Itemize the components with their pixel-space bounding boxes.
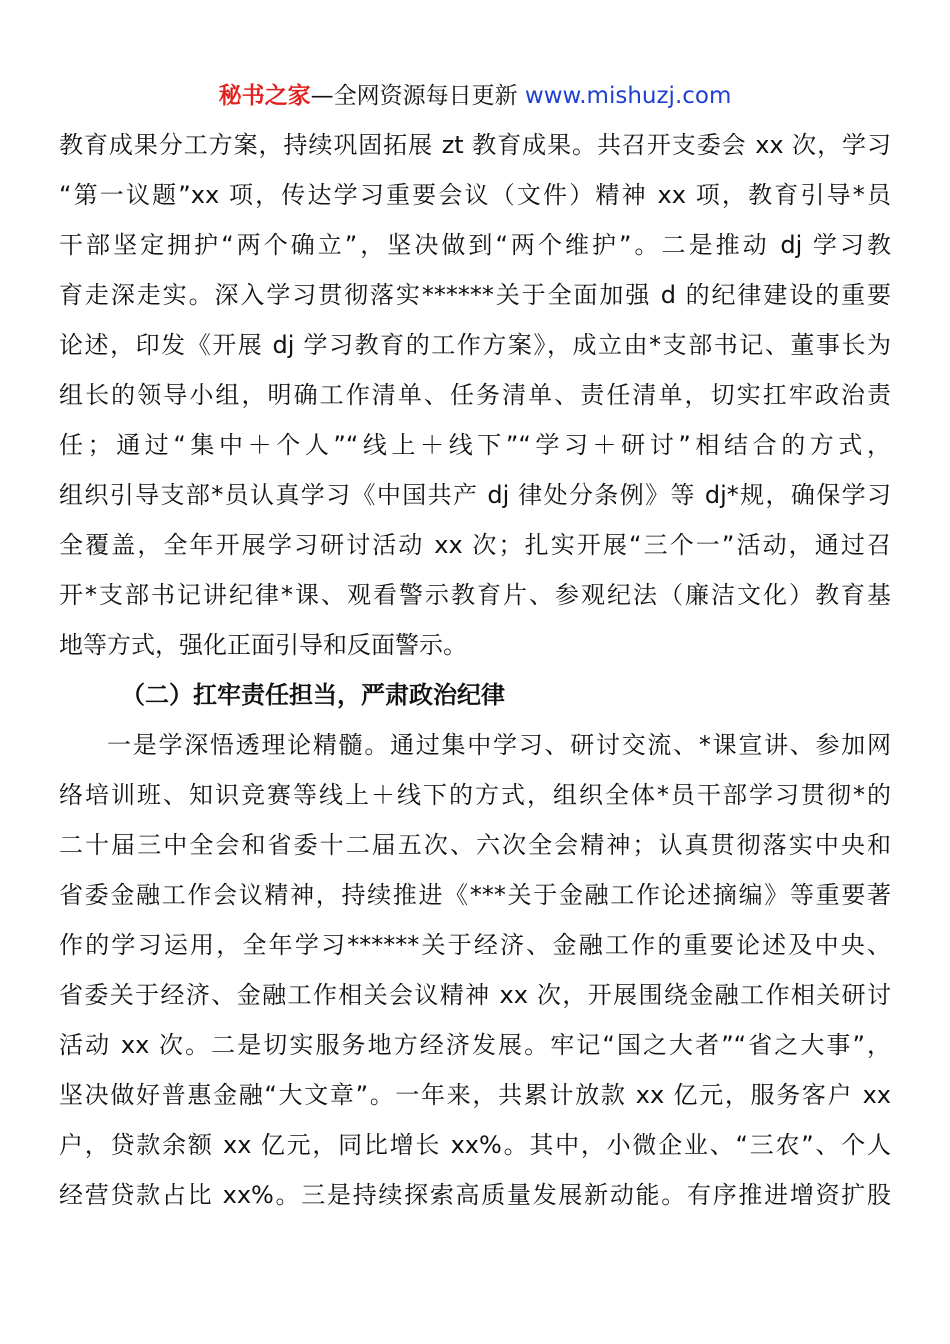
text-line: 育走深走实。深入学习贯彻落实******关于全面加强 d 的纪律建设的重要 [59, 281, 891, 309]
site-brand: 秘书之家 [218, 83, 311, 109]
text-line: 二十届三中全会和省委十二届五次、六次全会精神；认真贯彻落实中央和 [59, 831, 891, 859]
text-line: 论述，印发《开展 dj 学习教育的工作方案》，成立由*支部书记、董事长为 [59, 331, 891, 359]
document-body [59, 120, 891, 1220]
text-line: 干部坚定拥护“两个确立”，坚决做到“两个维护”。二是推动 dj 学习教 [59, 231, 891, 259]
paragraph-2 [59, 720, 891, 1220]
text-line: 组织引导支部*员认真学习《中国共产 dj 律处分条例》等 dj*规，确保学习 [59, 481, 891, 509]
site-url-link[interactable]: www.mishuzj.com [524, 83, 732, 109]
text-line: 省委金融工作会议精神，持续推进《***关于金融工作论述摘编》等重要著 [59, 881, 891, 909]
text-line: 省委关于经济、金融工作相关会议精神 xx 次，开展围绕金融工作相关研讨 [59, 981, 891, 1009]
text-line: 户，贷款余额 xx 亿元，同比增长 xx%。其中，小微企业、“三农”、个人 [59, 1131, 891, 1159]
text-line: 坚决做好普惠金融“大文章”。一年来，共累计放款 xx 亿元，服务客户 xx [59, 1081, 891, 1109]
text-line: 一是学深悟透理论精髓。通过集中学习、研讨交流、*课宣讲、参加网 [107, 731, 891, 759]
text-line: 作的学习运用，全年学习******关于经济、金融工作的重要论述及中央、 [59, 931, 891, 959]
text-line: 教育成果分工方案，持续巩固拓展 zt 教育成果。共召开支委会 xx 次，学习 [59, 131, 891, 159]
section-heading: （二）扛牢责任担当，严肃政治纪律 [121, 681, 505, 709]
text-line: 开*支部书记讲纪律*课、观看警示教育片、参观纪法（廉洁文化）教育基 [59, 581, 891, 609]
text-line: 任；通过“集中＋个人”“线上＋线下”“学习＋研讨”相结合的方式， [59, 431, 891, 459]
text-line: 活动 xx 次。二是切实服务地方经济发展。牢记“国之大者”“省之大事”， [59, 1031, 891, 1059]
text-line: 络培训班、知识竞赛等线上＋线下的方式，组织全体*员干部学习贯彻*的 [59, 781, 891, 809]
site-tagline: —全网资源每日更新 [310, 83, 525, 109]
text-line: 全覆盖，全年开展学习研讨活动 xx 次；扎实开展“三个一”活动，通过召 [59, 531, 891, 559]
site-header [0, 80, 950, 112]
paragraph-1 [59, 120, 891, 670]
text-line: 地等方式，强化正面引导和反面警示。 [59, 631, 467, 659]
text-line: 组长的领导小组，明确工作清单、任务清单、责任清单，切实扛牢政治责 [59, 381, 891, 409]
text-line: “第一议题”xx 项，传达学习重要会议（文件）精神 xx 项，教育引导*员 [59, 181, 891, 209]
text-line: 经营贷款占比 xx%。三是持续探索高质量发展新动能。有序推进增资扩股 [59, 1181, 891, 1209]
